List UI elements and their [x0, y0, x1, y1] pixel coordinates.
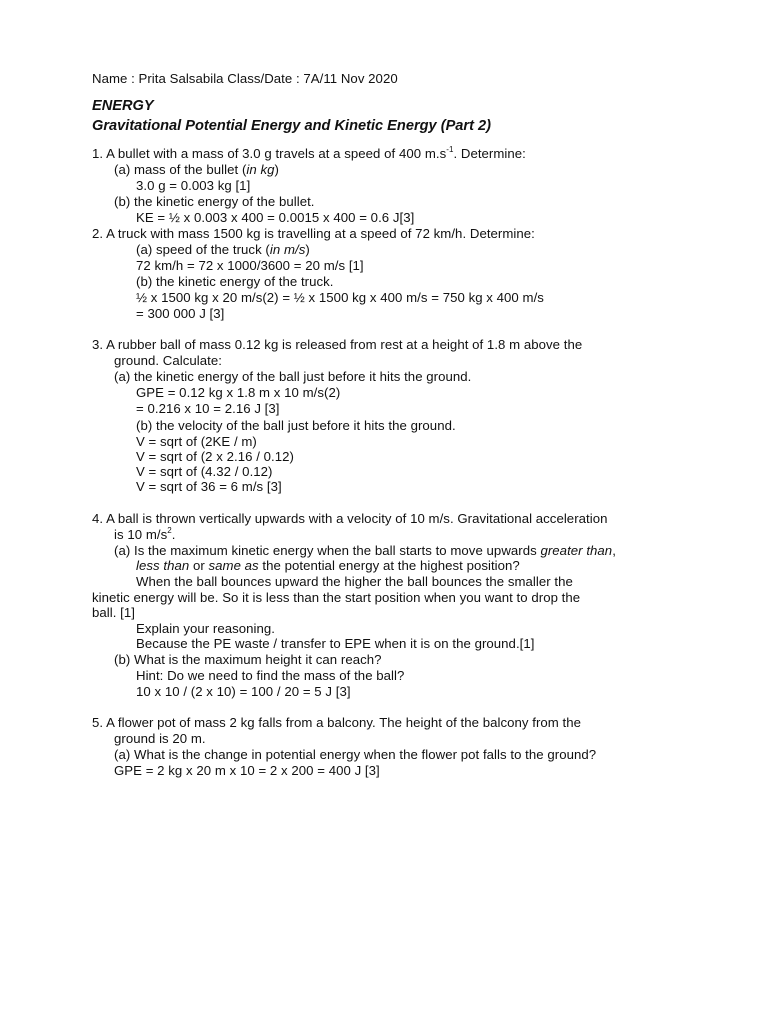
q5-question-1: 5. A flower pot of mass 2 kg falls from a balcony. The height of the balcony from the	[92, 715, 582, 730]
q3-b-question: (b) the velocity of the ball just before it hits the ground.	[136, 418, 456, 433]
q5-a-question: (a) What is the change in potential energy when the flower pot falls to the ground?	[114, 747, 597, 762]
q3-b-answer-4: V = sqrt of 36 = 6 m/s [3]	[136, 479, 282, 494]
q1-a-question: (a) mass of the bullet (in kg)	[114, 162, 279, 177]
q3-a-question: (a) the kinetic energy of the ball just before it hits the ground.	[114, 369, 472, 384]
q4-a-question-1: (a) Is the maximum kinetic energy when the ball starts to move upwards greater than,	[114, 543, 616, 558]
q4-explain-prompt: Explain your reasoning.	[136, 621, 275, 636]
q1-b-answer: KE = ½ x 0.003 x 400 = 0.0015 x 400 = 0.6 J[3]	[136, 210, 415, 225]
document-title: ENERGY	[92, 98, 154, 114]
q1-question: 1. A bullet with a mass of 3.0 g travels at a speed of 400 $m.s^{-1}$. Determine:	[92, 144, 526, 161]
q2-a-answer: 72 km/h = 72 x 1000/3600 = 20 m/s [1]	[136, 258, 364, 273]
q1-superscript: -1	[446, 144, 454, 154]
q4-a-answer-2: kinetic energy will be. So it is less than the start position when you want to drop the	[92, 590, 581, 605]
q4-b-answer: 10 x 10 / (2 x 10) = 100 / 20 = 5 J [3]	[136, 684, 351, 699]
document-subtitle: Gravitational Potential Energy and Kinetic Energy (Part 2)	[92, 118, 491, 134]
q4-explain-answer: Because the PE waste / transfer to EPE when it is on the ground.[1]	[136, 636, 535, 651]
q2-a-question: (a) speed of the truck (in m/s)	[136, 242, 310, 257]
q4-question-1: 4. A ball is thrown vertically upwards with a velocity of 10 m/s. Gravitational acceleration	[92, 511, 608, 526]
q3-a-answer-1: GPE = 0.12 kg x 1.8 m x 10 m/s(2)	[136, 385, 341, 400]
q4-a-answer-3: ball. [1]	[92, 605, 135, 620]
q2-question: 2. A truck with mass 1500 kg is travelling at a speed of 72 km/h. Determine:	[92, 226, 535, 241]
q4-b-hint: Hint: Do we need to find the mass of the ball?	[136, 668, 405, 683]
q1-b-question: (b) the kinetic energy of the bullet.	[114, 194, 315, 209]
name-class-date-line: Name : Prita Salsabila Class/Date : 7A/11 Nov 2020	[92, 71, 398, 86]
q3-b-answer-2: V = sqrt of (2 x 2.16 / 0.12)	[136, 449, 294, 464]
q4-a-question-2: less than or same as the potential energy at the highest position?	[136, 558, 520, 573]
q3-b-answer-1: V = sqrt of (2KE / m)	[136, 434, 257, 449]
q1-a-answer: 3.0 g = 0.003 kg [1]	[136, 178, 251, 193]
q4-b-question: (b) What is the maximum height it can reach?	[114, 652, 382, 667]
q4-question-2: is 10 $m/s^2$.	[114, 525, 176, 542]
q4-a-answer-1: When the ball bounces upward the higher the ball bounces the smaller the	[136, 574, 573, 589]
q3-question-2: ground. Calculate:	[114, 353, 222, 368]
q5-question-2: ground is 20 m.	[114, 731, 206, 746]
q5-a-answer: GPE = 2 kg x 20 m x 10 = 2 x 200 = 400 J [3]	[114, 763, 380, 778]
q2-b-answer-1: ½ x 1500 kg x 20 m/s(2) = ½ x 1500 kg x 400 m/s = 750 kg x 400 m/s	[136, 290, 544, 305]
q2-b-answer-2: = 300 000 J [3]	[136, 306, 225, 321]
q3-b-answer-3: V = sqrt of (4.32 / 0.12)	[136, 464, 273, 479]
q3-a-answer-2: = 0.216 x 10 = 2.16 J [3]	[136, 401, 280, 416]
q4-superscript: 2	[167, 525, 172, 535]
q2-b-question: (b) the kinetic energy of the truck.	[136, 274, 334, 289]
q3-question-1: 3. A rubber ball of mass 0.12 kg is released from rest at a height of 1.8 m above the	[92, 337, 583, 352]
